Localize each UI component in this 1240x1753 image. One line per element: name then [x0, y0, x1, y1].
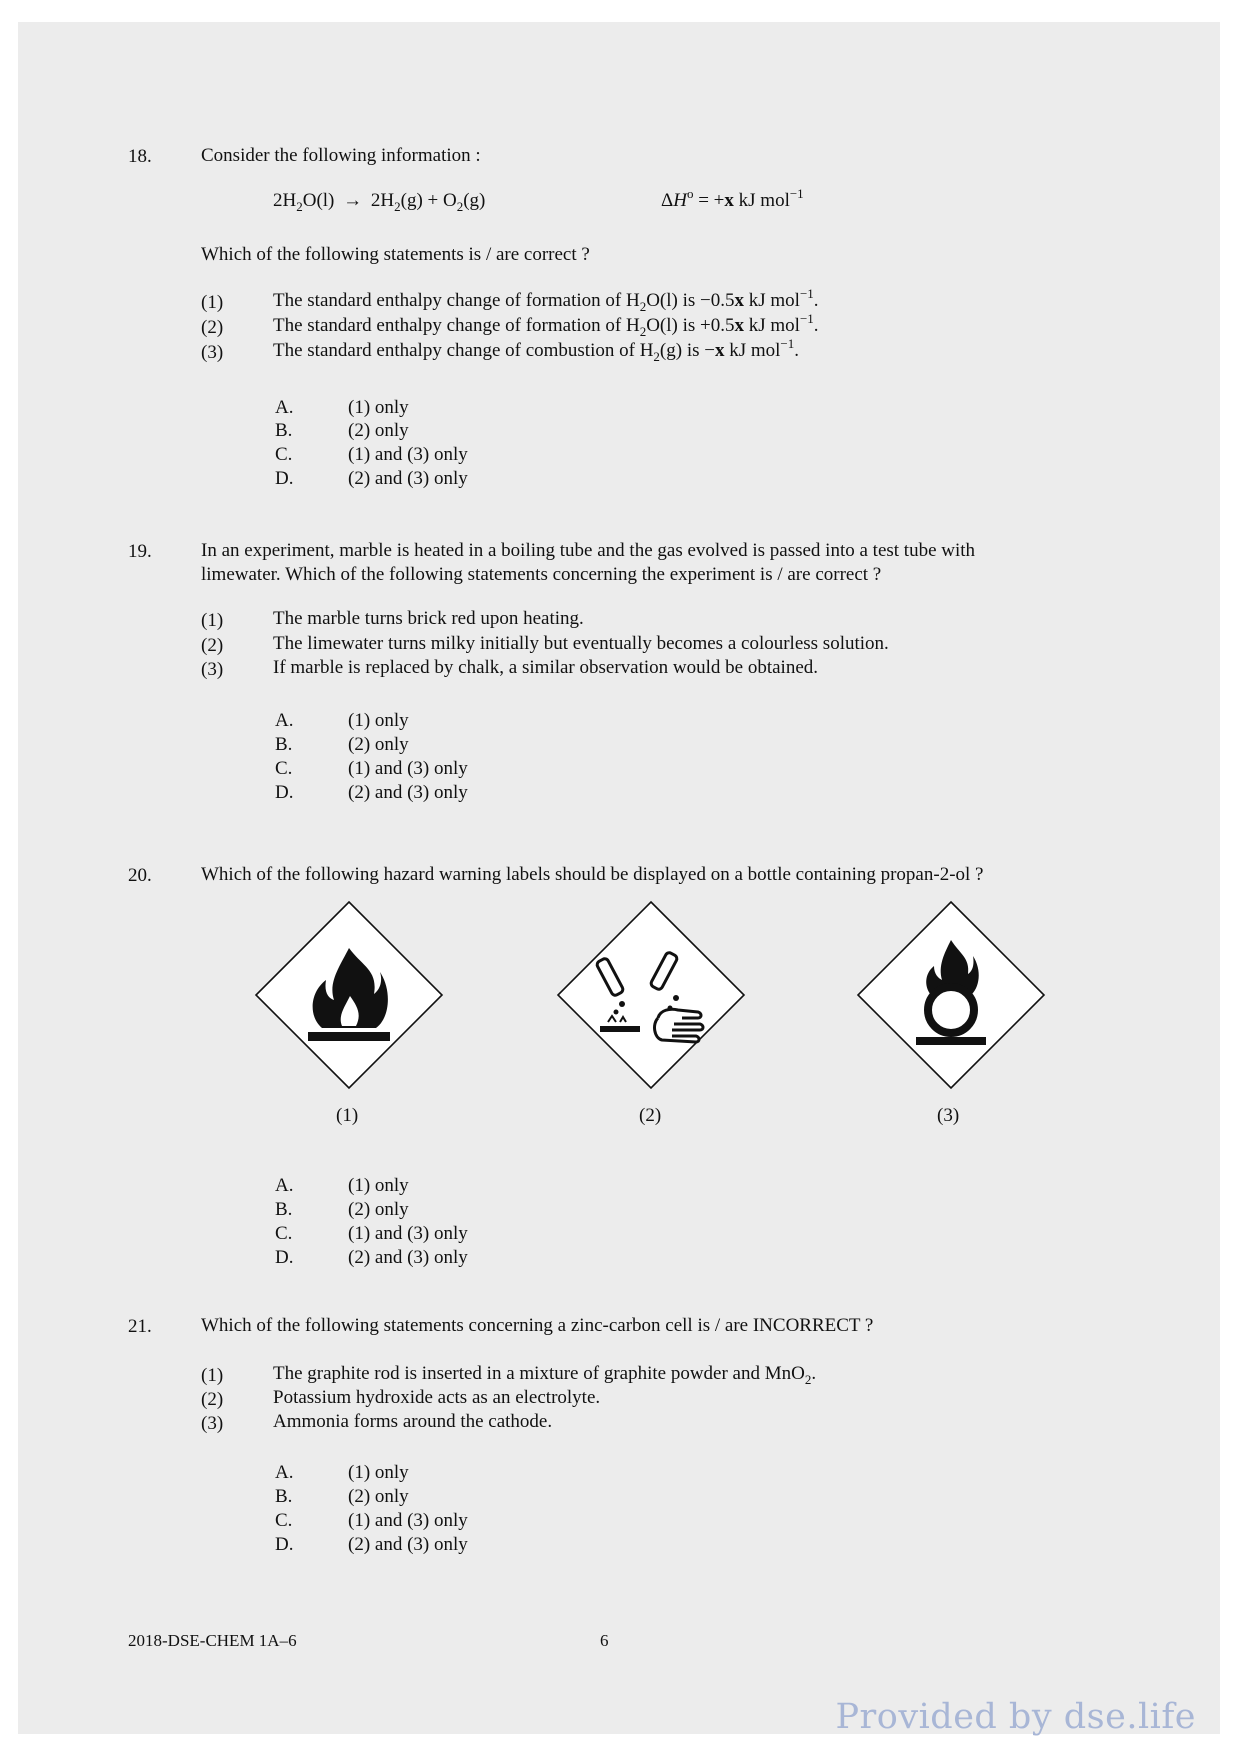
statement-text: The marble turns brick red upon heating.: [273, 608, 584, 629]
option-letter: D.: [275, 1247, 294, 1268]
question-number: 20.: [128, 865, 152, 886]
option-text: (1) only: [348, 1462, 409, 1483]
option-letter: B.: [275, 734, 293, 755]
question-text: Which of the following statements concerning a zinc-carbon cell is / are INCORRECT ?: [201, 1315, 874, 1336]
statement-number: (1): [201, 292, 224, 313]
statement-number: (3): [201, 342, 224, 363]
hazard-label-caption: (3): [937, 1105, 960, 1126]
option-letter: B.: [275, 1486, 293, 1507]
statement-number: (2): [201, 317, 224, 338]
option-letter: A.: [275, 1175, 294, 1196]
statement-number: (2): [201, 1389, 224, 1410]
option-letter: B.: [275, 420, 293, 441]
statement-number: (3): [201, 659, 224, 680]
option-text: (2) only: [348, 1199, 409, 1220]
statement-text: The standard enthalpy change of formation of $H_2O(l)$ is −0.5x kJ mol$^{-1}$.: [273, 286, 819, 314]
option-text: (2) only: [348, 734, 409, 755]
chemical-equation: $2H_2O(l) \to 2H_2(g) + O_2(g)$: [273, 190, 486, 214]
page-number: 6: [600, 1631, 609, 1650]
flammable-icon: [254, 900, 444, 1090]
option-letter: D.: [275, 782, 294, 803]
option-text: (2) and (3) only: [348, 468, 468, 489]
option-letter: D.: [275, 468, 294, 489]
option-text: (1) and (3) only: [348, 1223, 468, 1244]
option-text: (1) only: [348, 710, 409, 731]
watermark-text: Provided by dse.life: [835, 1697, 1196, 1737]
question-number: 19.: [128, 541, 152, 562]
option-letter: C.: [275, 1223, 293, 1244]
option-letter: B.: [275, 1199, 293, 1220]
paper-code: 2018-DSE-CHEM 1A–6: [128, 1631, 297, 1650]
statement-text: The graphite rod is inserted in a mixture of graphite powder and MnO$_2$.: [273, 1363, 817, 1387]
corrosive-icon: [556, 900, 746, 1090]
statement-text: The standard enthalpy change of combustion of $H_2(g)$ is −x kJ mol$^{-1}$.: [273, 336, 800, 364]
option-letter: C.: [275, 1510, 293, 1531]
question-text: Which of the following statements is / are correct ?: [201, 244, 590, 265]
option-text: (1) and (3) only: [348, 444, 468, 465]
question-number: 18.: [128, 146, 152, 167]
question-text-line-2: limewater. Which of the following statements concerning the experiment is / are correct ?: [201, 564, 882, 585]
option-letter: C.: [275, 758, 293, 779]
hazard-label-caption: (1): [336, 1105, 359, 1126]
exam-page: [18, 22, 1220, 1734]
statement-number: (1): [201, 610, 224, 631]
option-text: (2) only: [348, 420, 409, 441]
question-text: Which of the following hazard warning labels should be displayed on a bottle containing propan-2-ol ?: [201, 864, 984, 885]
question-number: 21.: [128, 1316, 152, 1337]
option-text: (1) only: [348, 397, 409, 418]
statement-text: Ammonia forms around the cathode.: [273, 1411, 553, 1432]
option-text: (2) only: [348, 1486, 409, 1507]
option-text: (2) and (3) only: [348, 1247, 468, 1268]
statement-text: Potassium hydroxide acts as an electrolyte.: [273, 1387, 601, 1408]
statement-text: The limewater turns milky initially but eventually becomes a colourless solution.: [273, 633, 889, 654]
option-letter: C.: [275, 444, 293, 465]
statement-number: (2): [201, 635, 224, 656]
statement-text: If marble is replaced by chalk, a similar observation would be obtained.: [273, 657, 819, 678]
option-text: (2) and (3) only: [348, 782, 468, 803]
statement-number: (1): [201, 1365, 224, 1386]
option-letter: A.: [275, 710, 294, 731]
statement-text: The standard enthalpy change of formation of $H_2O(l)$ is +0.5x kJ mol$^{-1}$.: [273, 311, 819, 339]
option-letter: A.: [275, 397, 294, 418]
option-text: (1) and (3) only: [348, 758, 468, 779]
oxidizing-icon: [856, 900, 1046, 1090]
question-text-line-1: In an experiment, marble is heated in a boiling tube and the gas evolved is passed into a test tube with: [201, 540, 976, 561]
option-letter: D.: [275, 1534, 294, 1555]
option-text: (1) only: [348, 1175, 409, 1196]
option-letter: A.: [275, 1462, 294, 1483]
statement-number: (3): [201, 1413, 224, 1434]
hazard-label-caption: (2): [639, 1105, 662, 1126]
enthalpy-value: $\Delta H^o = +x$ kJ mol$^{-1}$: [661, 186, 804, 211]
option-text: (2) and (3) only: [348, 1534, 468, 1555]
question-intro: Consider the following information :: [201, 145, 481, 166]
option-text: (1) and (3) only: [348, 1510, 468, 1531]
